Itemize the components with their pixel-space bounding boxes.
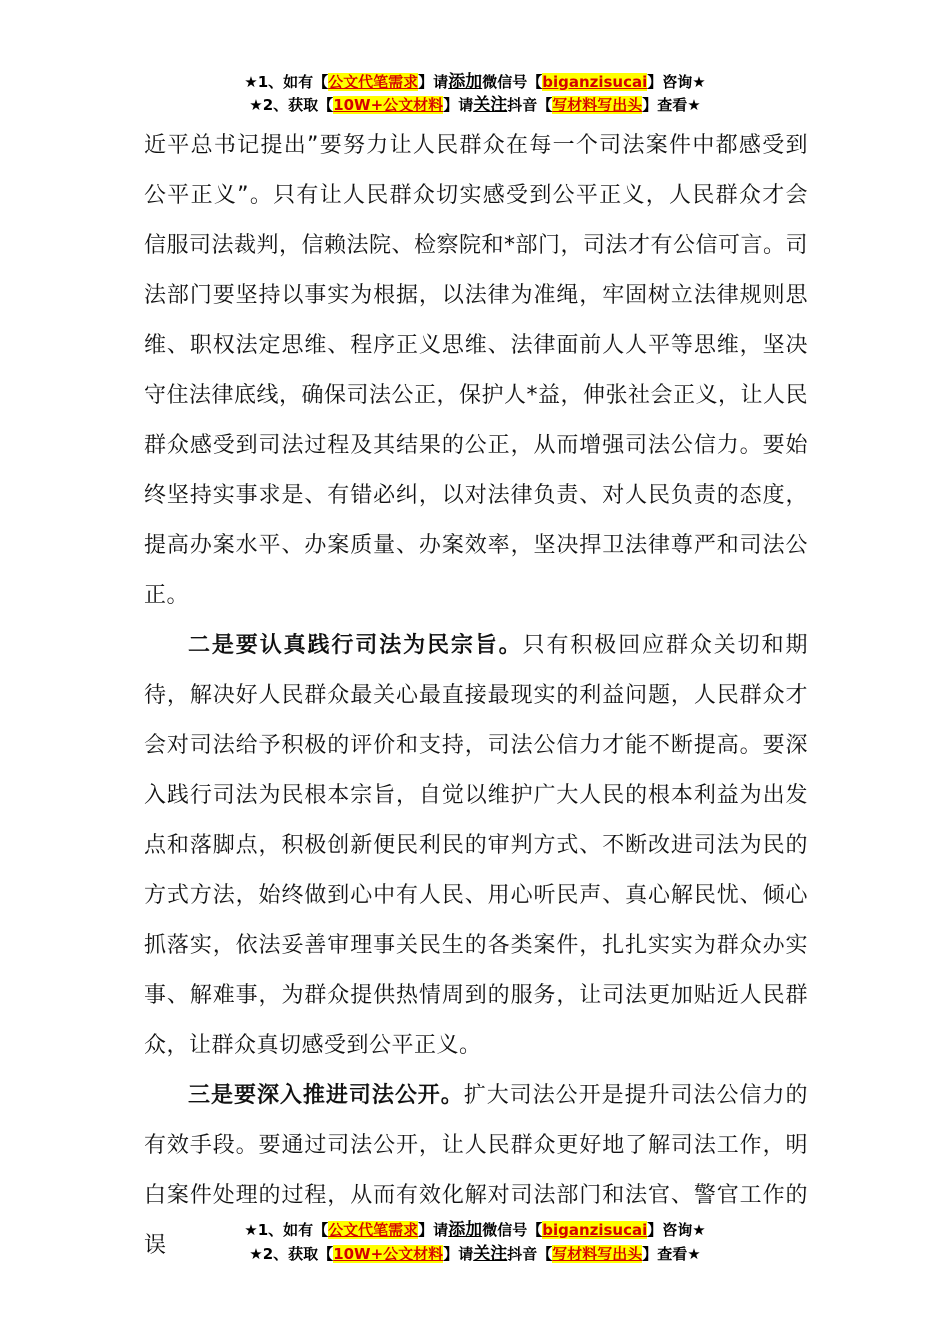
ad-line-1-suffix: 】咨询★ [647,73,706,91]
paragraph-3-text: 扩大司法公开是提升司法公信力的有效手段。要通过司法公开，让人民群众更好地了解司法工作，明白案件处理的过程，从而有效化解对司法部门和法官、警官工作的误 [144,1083,808,1258]
ad-line-1-underlined: 添加 [448,72,483,92]
ad-line-2-highlight-1: 10W+公文材料 [333,96,444,114]
ad-line-1-highlight-1: 公文代笔需求 [328,73,419,91]
ad-line-1-highlight-2: biganzisucai [542,73,648,91]
paragraph-1-text: 近平总书记提出”要努力让人民群众在每一个司法案件中都感受到公平正义”。只有让人民群众切实感受到公平正义，人民群众才会信服司法裁判，信赖法院、检察院和*部门，司法才有公信可言。司法部门要坚持以事实为根据，以法律为准绳，牢固树立法律规则思维、职权法定思维、程序正义思维、法律面前人人平等思维，坚决守住法律底线，确保司法公正，保护人*益，伸张社会正义，让人民群众感受到司法过程及其结果的公正，从而增强司法公信力。要始终坚持实事求是、有错必纠，以对法律负责、对人民负责的态度，提高办案水平、办案质量、办案效率，坚决捍卫法律尊严和司法公正。 [144,133,809,608]
ad-line-1 [0,71,950,93]
ad-footer-line-1-suffix: 】咨询★ [647,1221,706,1239]
ad-footer-line-1-mid-2: 微信号【 [482,1221,543,1239]
ad-footer-line-2-suffix: 】查看★ [642,1245,701,1263]
ad-footer-line-2 [0,1243,950,1265]
ad-footer-line-1-highlight-1: 公文代笔需求 [328,1221,419,1239]
paragraph-2-lead: 二是要认真践行司法为民宗旨。 [188,633,523,658]
ad-footer-line-1 [0,1219,950,1241]
ad-footer-line-2-highlight-2: 写材料写出头 [552,1245,643,1263]
ad-footer-line-1-underlined: 添加 [448,1220,483,1240]
ad-footer-line-2-mid-1: 】请 [443,1245,474,1263]
paragraph-2 [144,621,808,1071]
paragraph-3 [144,1071,808,1271]
ad-footer-line-2-underlined: 关注 [473,1244,508,1264]
ad-line-1-prefix: ★1、如有【 [244,73,329,91]
ad-line-2 [0,94,950,116]
ad-footer-line-1-highlight-2: biganzisucai [542,1221,648,1239]
ad-footer-line-1-mid-1: 】请 [418,1221,449,1239]
ad-line-1-mid-2: 微信号【 [482,73,543,91]
ad-footer-line-2-highlight-1: 10W+公文材料 [333,1245,444,1263]
ad-line-2-prefix: ★2、获取【 [249,96,334,114]
document-body [144,121,808,1271]
ad-footer-line-2-mid-2: 抖音【 [507,1245,553,1263]
ad-footer-line-1-prefix: ★1、如有【 [244,1221,329,1239]
ad-line-2-mid-1: 】请 [443,96,474,114]
ad-line-1-mid-1: 】请 [418,73,449,91]
ad-line-2-highlight-2: 写材料写出头 [552,96,643,114]
paragraph-2-text: 只有积极回应群众关切和期待，解决好人民群众最关心最直接最现实的利益问题，人民群众才会对司法给予积极的评价和支持，司法公信力才能不断提高。要深入践行司法为民根本宗旨，自觉以维护广大人民的根本利益为出发点和落脚点，积极创新便民利民的审判方式、不断改进司法为民的方式方法，始终做到心中有人民、用心听民声、真心解民忧、倾心抓落实，依法妥善审理事关民生的各类案件，扎扎实实为群众办实事、解难事，为群众提供热情周到的服务，让司法更加贴近人民群众，让群众真切感受到公平正义。 [144,633,808,1058]
paragraph-1 [144,121,808,621]
ad-footer-line-2-prefix: ★2、获取【 [249,1245,334,1263]
ad-line-2-suffix: 】查看★ [642,96,701,114]
ad-line-2-underlined: 关注 [473,95,508,115]
paragraph-3-lead: 三是要深入推进司法公开。 [188,1083,464,1108]
ad-line-2-mid-2: 抖音【 [507,96,553,114]
